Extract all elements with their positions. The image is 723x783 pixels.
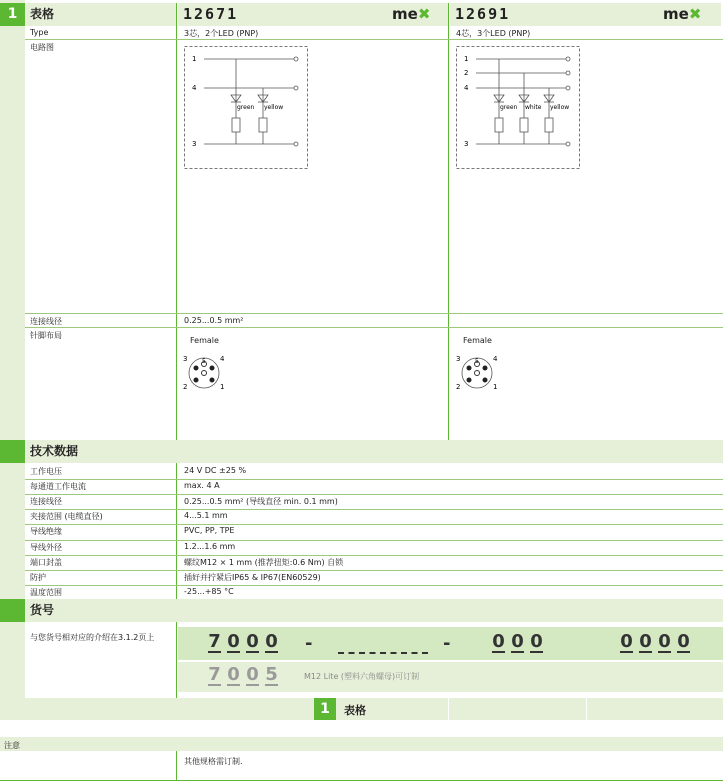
tech-label: 温度范围 — [30, 587, 62, 597]
product-code: 12671 — [183, 5, 239, 23]
column-divider — [448, 3, 449, 440]
row-divider — [25, 327, 723, 328]
column-divider — [176, 751, 177, 781]
row-divider — [25, 540, 723, 541]
order-dash: - — [443, 633, 451, 654]
section-title: 货号 — [25, 599, 723, 622]
order-variant-code: 7 0 0 5 — [208, 664, 278, 685]
tech-label: 导线外径 — [30, 542, 62, 552]
led-label: yellow — [264, 104, 284, 111]
tech-label: 端口封盖 — [30, 557, 62, 567]
column-divider — [176, 3, 177, 703]
svg-text:5: 5 — [202, 358, 206, 365]
bottom-rule — [0, 780, 723, 781]
tech-label: 工作电压 — [30, 467, 62, 476]
row-label-circuit: 电路图 — [30, 43, 54, 52]
circuit-diagram-1 — [184, 46, 309, 170]
row-divider — [25, 479, 723, 480]
pin-label: 4 — [192, 84, 197, 92]
order-dash: - — [305, 633, 313, 654]
tech-label: 导线绝缘 — [30, 527, 62, 537]
female-label-1: Female — [190, 336, 219, 345]
row-divider — [25, 313, 723, 314]
led-label: white — [525, 104, 542, 111]
svg-text:1: 1 — [493, 383, 498, 391]
order-group-4: 0 0 0 0 — [620, 631, 690, 652]
row-divider — [25, 509, 723, 510]
connector-pinout-1 — [182, 352, 228, 394]
pin-label: 2 — [464, 69, 469, 77]
notes-band — [0, 737, 723, 751]
tech-label: 每通道工作电流 — [30, 482, 86, 492]
tech-label: 防护 — [30, 572, 46, 582]
led-label: green — [500, 104, 518, 111]
tech-value: 0.25...0.5 mm² (导线直径 min. 0.1 mm) — [184, 497, 338, 507]
svg-text:4: 4 — [493, 355, 498, 363]
tech-label: 夹接范围 (电缆直径) — [30, 512, 103, 522]
section-title: 技术数据 — [25, 440, 723, 463]
pin-label: 3 — [192, 140, 197, 148]
row-divider — [25, 524, 723, 525]
svg-text:2: 2 — [183, 383, 188, 391]
circuit-diagram-2 — [456, 46, 581, 170]
row-divider — [25, 570, 723, 571]
column-divider — [448, 698, 449, 720]
pin-label: 3 — [464, 140, 469, 148]
mex-logo: me✖ — [392, 5, 431, 23]
notes-label: 注意 — [4, 741, 20, 750]
footer-ref-title: 表格 — [344, 704, 366, 717]
section-number-badge: 1 — [0, 3, 25, 26]
row-divider — [25, 585, 723, 586]
column-divider — [586, 698, 587, 720]
tech-value: -25...+85 °C — [184, 586, 234, 596]
section-title: 表格 — [25, 3, 176, 26]
order-variant-note: M12 Lite (塑料六角螺母)可订制 — [304, 672, 420, 681]
order-group-3: 0 0 0 — [492, 631, 543, 652]
pin-label: 4 — [464, 84, 469, 92]
female-label-2: Female — [463, 336, 492, 345]
section-marker — [0, 440, 25, 463]
led-label: green — [237, 104, 255, 111]
tech-value: PVC, PP, TPE — [184, 526, 235, 536]
pin-label: 1 — [192, 55, 197, 63]
row-label-pinout: 针脚布局 — [30, 331, 62, 340]
tech-value: 1.2...1.6 mm — [184, 541, 236, 551]
order-group-1: 7 0 0 0 — [208, 631, 278, 652]
connector-pinout-2 — [455, 352, 501, 394]
svg-text:3: 3 — [456, 355, 461, 363]
led-label: yellow — [550, 104, 570, 111]
product-code: 12691 — [455, 5, 511, 23]
section-marker — [0, 599, 25, 622]
tech-value: 4...5.1 mm — [184, 511, 228, 521]
svg-text:3: 3 — [183, 355, 188, 363]
svg-text:1: 1 — [220, 383, 225, 391]
row-divider — [25, 39, 723, 40]
order-blank-group — [338, 652, 428, 654]
type-value-1: 3芯，2个LED (PNP) — [184, 29, 259, 38]
svg-text:4: 4 — [220, 355, 225, 363]
footer-ref-number: 1 — [314, 698, 336, 720]
row-divider — [25, 494, 723, 495]
tech-value: 插好并拧紧后IP65 & IP67(EN60529) — [184, 572, 321, 582]
order-label: 与您货号相对应的介绍在3.1.2页上 — [30, 633, 155, 642]
type-value-2: 4芯，3个LED (PNP) — [456, 29, 531, 38]
tech-value: max. 4 A — [184, 481, 220, 491]
pin-label: 1 — [464, 55, 469, 63]
row-label-type: Type — [30, 28, 49, 37]
tech-value: 螺纹M12 × 1 mm (推荐扭矩:0.6 Nm) 自锁 — [184, 557, 344, 567]
row-label-wire: 连接线径 — [30, 317, 62, 326]
svg-text:2: 2 — [456, 383, 461, 391]
tech-label: 连接线径 — [30, 497, 62, 507]
svg-text:5: 5 — [475, 358, 479, 365]
wire-value: 0.25...0.5 mm² — [184, 316, 244, 325]
row-divider — [25, 555, 723, 556]
tech-value: 24 V DC ±25 % — [184, 466, 247, 475]
mex-logo: me✖ — [663, 5, 702, 23]
notes-text: 其他规格需订制. — [184, 757, 243, 766]
